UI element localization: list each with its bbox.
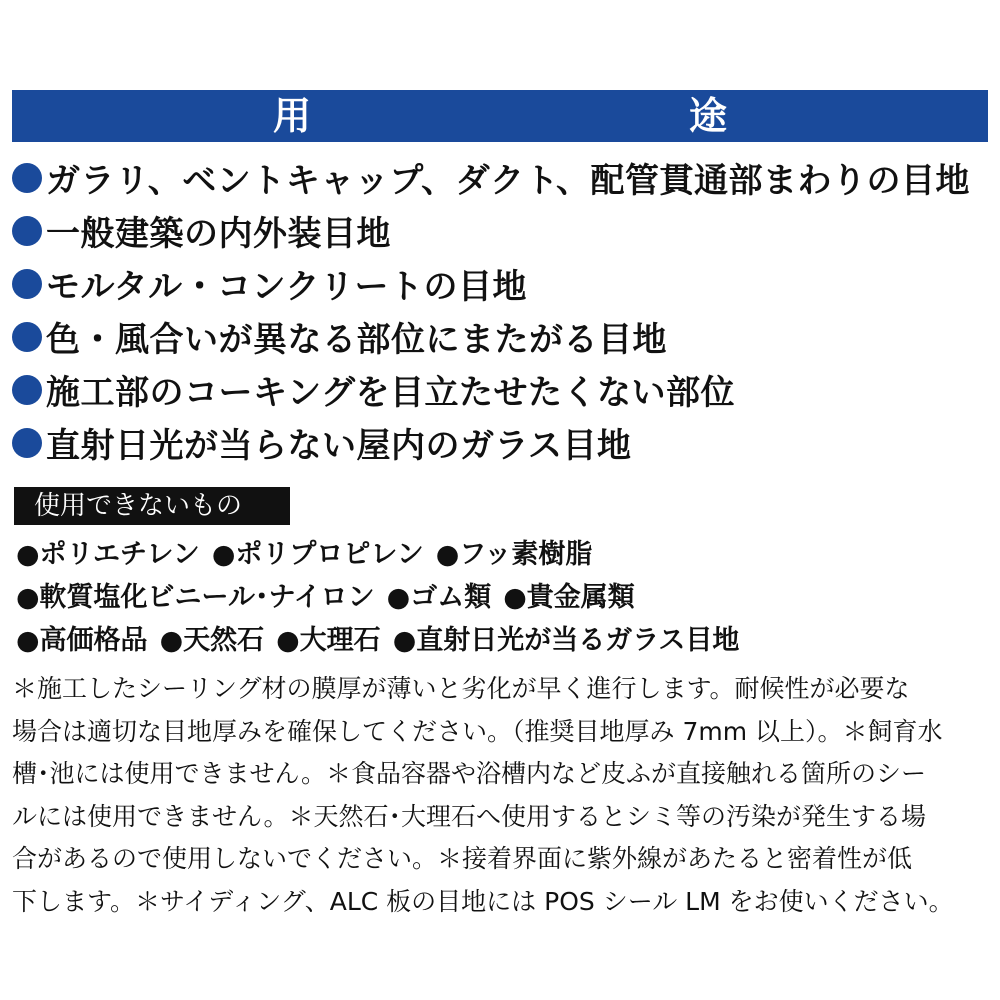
material-line bbox=[16, 576, 996, 619]
note-line: ルには使用できません。＊天然石･大理石へ使用するとシミ等の汚染が発生する場 bbox=[12, 801, 927, 831]
list-item bbox=[12, 151, 992, 204]
bullet-icon bbox=[12, 375, 42, 405]
note-line: ＊施工したシーリング材の膜厚が薄いと劣化が早く進行します。耐候性が必要な bbox=[12, 674, 910, 703]
title-bar bbox=[12, 90, 988, 142]
material-line bbox=[16, 619, 996, 662]
notes-paragraph bbox=[12, 668, 992, 923]
material-item: ●高価格品 bbox=[16, 625, 148, 656]
list-item bbox=[12, 363, 992, 416]
material-item: ●大理石 bbox=[276, 625, 381, 656]
material-item: ●直射日光が当るガラス目地 bbox=[392, 625, 740, 656]
material-item: ●ポリエチレン bbox=[16, 539, 200, 570]
bullet-icon bbox=[12, 163, 42, 193]
use-text: 一般建築の内外装目地 bbox=[46, 214, 391, 254]
note-line: 下します。＊サイディング、ALC 板の目地には POS シール LM をお使いください。 bbox=[12, 886, 954, 916]
material-item: ●天然石 bbox=[159, 625, 265, 656]
use-text: 色・風合いが異なる部位にまたがる目地 bbox=[46, 320, 667, 360]
note-line: 合があるので使用しないでください。＊接着界面に紫外線があたると密着性が低 bbox=[12, 844, 913, 873]
list-item bbox=[12, 416, 992, 469]
note-line: 槽･池には使用できません。＊食品容器や浴槽内など皮ふが直接触れる箇所のシー bbox=[12, 759, 927, 788]
list-item bbox=[12, 257, 992, 310]
material-item: ●ゴム類 bbox=[386, 582, 492, 613]
list-item bbox=[12, 204, 992, 257]
not-usable-materials bbox=[16, 533, 996, 662]
material-item: ●ポリプロピレン bbox=[211, 539, 424, 570]
use-text: 施工部のコーキングを目立たせたくない部位 bbox=[46, 373, 735, 413]
page-title: 用 途 bbox=[272, 94, 897, 138]
material-item: ●貴金属類 bbox=[503, 582, 635, 613]
bullet-icon bbox=[12, 269, 42, 299]
material-item: ●フッ素樹脂 bbox=[435, 539, 593, 570]
list-item bbox=[12, 310, 992, 363]
use-text: ガラリ、ベントキャップ、ダクト、配管貫通部まわりの目地 bbox=[46, 161, 971, 201]
use-text: モルタル・コンクリートの目地 bbox=[46, 267, 527, 307]
bullet-icon bbox=[12, 216, 42, 246]
uses-list bbox=[12, 151, 992, 469]
bullet-icon bbox=[12, 322, 42, 352]
material-line bbox=[16, 533, 996, 576]
note-line: 場合は適切な目地厚みを確保してください。（推奨目地厚み 7mm 以上）。＊飼育水 bbox=[12, 716, 943, 746]
bullet-icon bbox=[12, 428, 42, 458]
use-text: 直射日光が当らない屋内のガラス目地 bbox=[46, 426, 632, 466]
material-item: ●軟質塩化ビニール･ナイロン bbox=[16, 582, 375, 613]
not-usable-heading: 使用できないもの bbox=[14, 487, 290, 525]
